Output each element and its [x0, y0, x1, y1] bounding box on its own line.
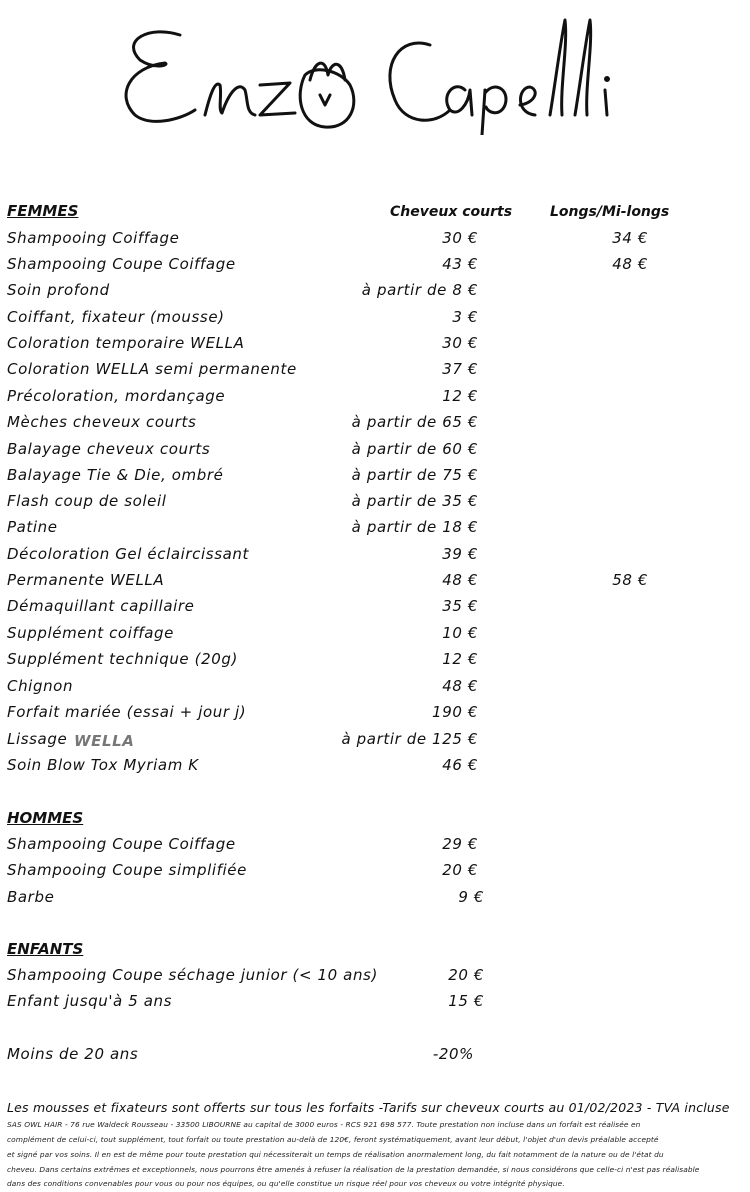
list-item [0, 308, 750, 334]
price-short: 3 € [452, 308, 478, 326]
service-label: Coloration temporaire WELLA [7, 334, 245, 352]
service-label: Shampooing Coupe Coiffage [7, 255, 236, 273]
list-item [0, 360, 750, 386]
legal-text: cheveu. Dans certains extrêmes et exceptionnels, nous pourrons être amenés à refuser la réalisation de la prestation demandée, si nous considérons que celle-ci n'est pas réalisable [7, 1165, 700, 1174]
service-label: Démaquillant capillaire [7, 597, 195, 615]
list-item [0, 597, 750, 623]
list-item [0, 966, 750, 992]
column-header-long: Longs/Mi-longs [550, 204, 670, 220]
service-label: Enfant jusqu'à 5 ans [7, 992, 173, 1010]
service-label: Lissage [7, 730, 68, 748]
price-short: 12 € [442, 650, 478, 668]
list-item [0, 650, 750, 676]
list-item [0, 624, 750, 650]
service-label: Barbe [7, 888, 55, 906]
price-short: 48 € [442, 571, 478, 589]
price-short: 30 € [442, 334, 478, 352]
legal-text: et signé par vos soins. Il en est de même pour toute prestation qui nécessiterait un temps de réalisation anormalement long, du fait notamment de la nature ou de l'état du [7, 1150, 664, 1159]
price-short: 10 € [442, 624, 478, 642]
service-label: Balayage Tie & Die, ombré [7, 466, 224, 484]
price-short: à partir de 65 € [351, 413, 478, 431]
price-short: 46 € [442, 756, 478, 774]
list-item [0, 229, 750, 255]
service-label: Balayage cheveux courts [7, 440, 211, 458]
price-short: 20 € [448, 966, 484, 984]
service-label: Forfait mariée (essai + jour j) [7, 703, 247, 721]
service-label: Supplément coiffage [7, 624, 174, 642]
service-label: Shampooing Coupe séchage junior (< 10 ans) [7, 966, 378, 984]
price-short: 39 € [442, 545, 478, 563]
price-short: à partir de 60 € [351, 440, 478, 458]
list-item [0, 387, 750, 413]
service-label: Coiffant, fixateur (mousse) [7, 308, 225, 326]
price-long: 34 € [612, 229, 648, 247]
legal-text: complément de celui-ci, tout supplément, tout forfait ou toute prestation au-delà de 120€, feront systématiquement, avant leur début, l'objet d'un devis préalable accepté [7, 1135, 659, 1144]
price-short: 48 € [442, 677, 478, 695]
list-item [0, 756, 750, 782]
price-short: 20 € [442, 861, 478, 879]
discount-label: Moins de 20 ans [7, 1045, 139, 1063]
service-label: Précoloration, mordançage [7, 387, 226, 405]
section-title-enfants: ENFANTS [7, 940, 84, 958]
price-short: 30 € [442, 229, 478, 247]
list-item [0, 334, 750, 360]
service-label: Coloration WELLA semi permanente [7, 360, 297, 378]
price-short: 9 € [458, 888, 484, 906]
price-short: 35 € [442, 597, 478, 615]
service-label: Soin profond [7, 281, 110, 299]
list-item [0, 281, 750, 307]
price-short: à partir de 18 € [351, 518, 478, 536]
list-item [0, 255, 750, 281]
brand-logo [110, 5, 650, 135]
service-label: Mèches cheveux courts [7, 413, 197, 431]
price-short: 190 € [432, 703, 478, 721]
service-label: Permanente WELLA [7, 571, 165, 589]
list-item [0, 861, 750, 887]
column-header-short: Cheveux courts [390, 204, 513, 220]
list-item [0, 413, 750, 439]
service-label: Patine [7, 518, 58, 536]
list-item [0, 730, 750, 756]
price-short: à partir de 8 € [361, 281, 478, 299]
price-short: 29 € [442, 835, 478, 853]
list-item [0, 677, 750, 703]
legal-text: dans des conditions convenables pour vous ou pour nos équipes, ou qu'elle constitue un risque réel pour vos cheveux ou votre intégrité physique. [7, 1179, 565, 1188]
service-label: Supplément technique (20g) [7, 650, 238, 668]
price-short: 15 € [448, 992, 484, 1010]
brand-badge-wella: WELLA [74, 732, 135, 750]
service-label: Shampooing Coupe simplifiée [7, 861, 247, 879]
service-label: Soin Blow Tox Myriam K [7, 756, 199, 774]
list-item [0, 440, 750, 466]
legal-text: SAS OWL HAIR - 76 rue Waldeck Rousseau - 33500 LIBOURNE au capital de 3000 euros - RCS 921 698 577. Toute prestation non incluse dans un forfait est réalisée en [7, 1120, 641, 1129]
section-title-femmes: FEMMES [7, 202, 79, 220]
list-item [0, 835, 750, 861]
list-item [0, 571, 750, 597]
list-item [0, 888, 750, 914]
footer-note: Les mousses et fixateurs sont offerts sur tous les forfaits -Tarifs sur cheveux courts au 01/02/2023 - TVA incluse [7, 1100, 730, 1115]
list-item [0, 703, 750, 729]
price-short: à partir de 35 € [351, 492, 478, 510]
price-short: 37 € [442, 360, 478, 378]
list-item [0, 518, 750, 544]
service-label: Chignon [7, 677, 74, 695]
service-label: Shampooing Coupe Coiffage [7, 835, 236, 853]
section-title-hommes: HOMMES [7, 809, 84, 827]
price-short: 12 € [442, 387, 478, 405]
price-short: à partir de 75 € [351, 466, 478, 484]
list-item [0, 466, 750, 492]
price-short: à partir de 125 € [341, 730, 478, 748]
price-long: 48 € [612, 255, 648, 273]
list-item [0, 545, 750, 571]
discount-row [0, 1045, 750, 1071]
list-item [0, 492, 750, 518]
service-label: Flash coup de soleil [7, 492, 167, 510]
service-label: Décoloration Gel éclaircissant [7, 545, 249, 563]
price-long: 58 € [612, 571, 648, 589]
list-item [0, 992, 750, 1018]
service-label: Shampooing Coiffage [7, 229, 180, 247]
price-short: 43 € [442, 255, 478, 273]
discount-value: -20% [432, 1045, 474, 1063]
